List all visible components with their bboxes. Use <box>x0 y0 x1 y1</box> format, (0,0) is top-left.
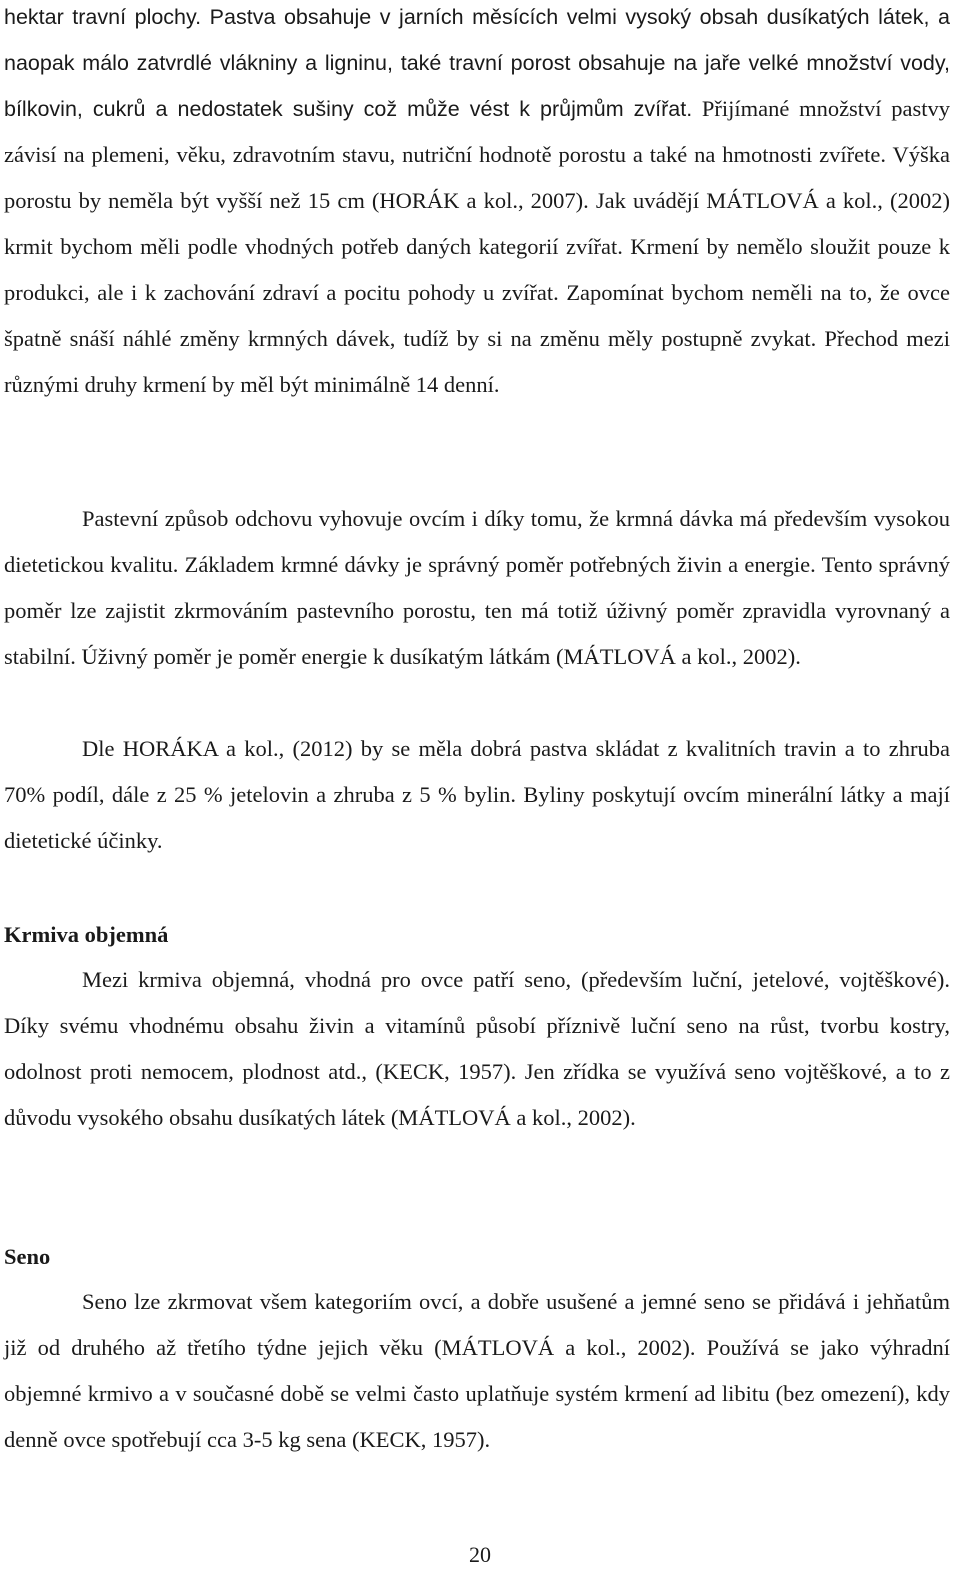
section-heading-seno: Seno <box>4 1244 51 1269</box>
paragraph-text-serif: Přijímané množství pastvy závisí na plemeni, věku, zdravotním stavu, nutriční hodnotě porostu a také na hmotnosti zvířete. Výška porostu by neměla být vyšší než 15 cm (HORÁK a kol., 2007). Jak uvádějí MÁTLOVÁ a kol., (2002) krmit bychom měli podle vhodných potřeb daných kategorií zvířat. Krmení by nemělo sloužit pouze k produkci, ale i k zachování zdraví a pocitu pohody u zvířat. Zapomínat bychom neměli na to, že ovce špatně snáší náhlé změny krmných dávek, tudíž by si na změnu měly postupně zvykat. Přechod mezi různými druhy krmení by měl být minimálně 14 denní. <box>4 96 950 397</box>
paragraph-good-pasture: Dle HORÁKA a kol., (2012) by se měla dobrá pastva skládat z kvalitních travin a to zhruba 70% podíl, dále z 25 % jetelovin a zhruba z 5 % bylin. Byliny poskytují ovcím minerální látky a mají dietetické účinky. <box>4 736 950 853</box>
paragraph-text-sans: hektar travní plochy. Pastva obsahuje v jarních měsících velmi vysoký obsah dusíkatých látek, a naopak málo zatvrdlé vlákniny a ligninu, také travní porost obsahuje na jaře velké množství vody, bílkovin, cukrů a nedostatek sušiny což může vést k průjmům zvířat. <box>4 5 950 121</box>
paragraph-hay: Seno lze zkrmovat všem kategoriím ovcí, a dobře usušené a jemné seno se přidává i jehňatům již od druhého až třetího týdne jejich věku (MÁTLOVÁ a kol., 2002). Používá se jako výhradní objemné krmivo a v současné době se velmi často uplatňuje systém krmení ad libitu (bez omezení), kdy denně ovce spotřebují cca 3-5 kg sena (KECK, 1957). <box>4 1289 950 1452</box>
paragraph-pasture-intro <box>4 0 950 408</box>
section-heading-krmiva-objemna: Krmiva objemná <box>4 922 169 947</box>
paragraph-bulk-feed: Mezi krmiva objemná, vhodná pro ovce patří seno, (především luční, jetelové, vojtěškové). Díky svému vhodnému obsahu živin a vitamínů působí příznivě luční seno na růst, tvorbu kostry, odolnost proti nemocem, plodnost atd., (KECK, 1957). Jen zřídka se využívá seno vojtěškové, a to z důvodu vysokého obsahu dusíkatých látek (MÁTLOVÁ a kol., 2002). <box>4 967 950 1130</box>
paragraph-grazing-method: Pastevní způsob odchovu vyhovuje ovcím i díky tomu, že krmná dávka má především vysokou dietetickou kvalitu. Základem krmné dávky je správný poměr potřebných živin a energie. Tento správný poměr lze zajistit zkrmováním pastevního porostu, ten má totiž úživný poměr zpravidla vyrovnaný a stabilní. Úživný poměr je poměr energie k dusíkatým látkám (MÁTLOVÁ a kol., 2002). <box>4 506 950 669</box>
page-number: 20 <box>469 1542 491 1567</box>
